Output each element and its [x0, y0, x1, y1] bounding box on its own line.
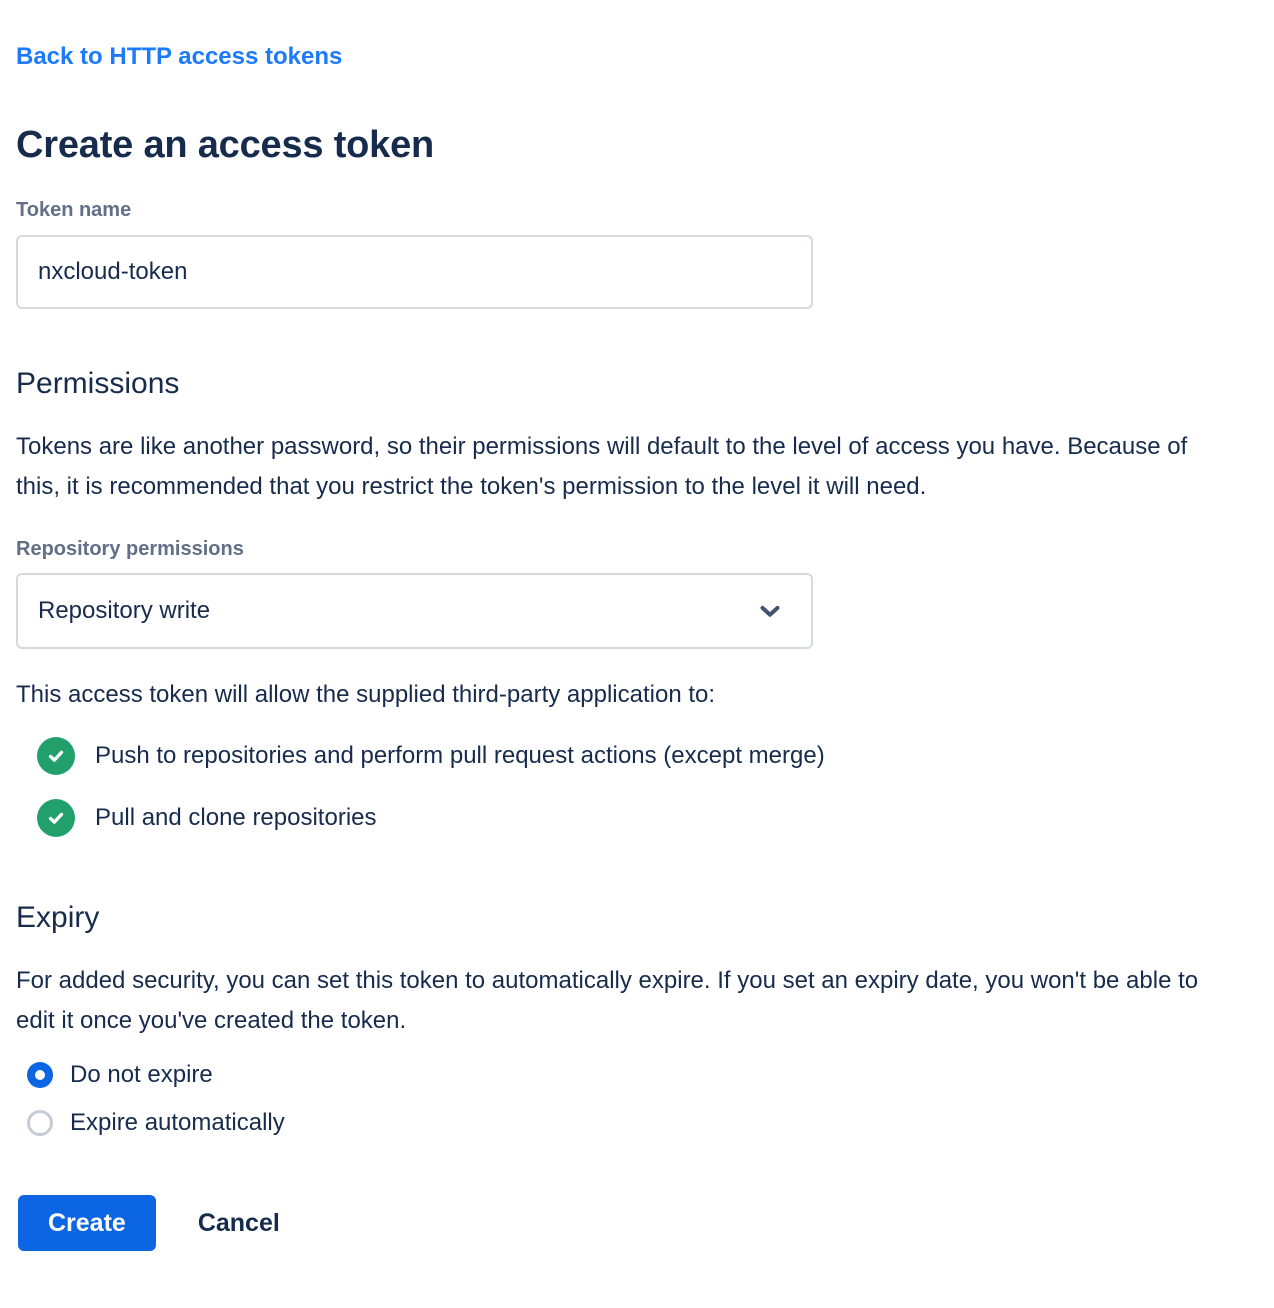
token-name-label: Token name [16, 199, 132, 221]
radio-unselected-icon[interactable] [27, 1110, 53, 1136]
allow-intro-text: This access token will allow the supplied third-party application to: [16, 681, 716, 708]
repository-permissions-select[interactable] [16, 573, 813, 649]
granted-permission-text: Push to repositories and perform pull request actions (except merge) [95, 742, 825, 769]
list-item [16, 799, 1258, 837]
radio-selected-icon[interactable] [27, 1062, 53, 1088]
repository-permissions-label: Repository permissions [16, 538, 244, 560]
cancel-button[interactable]: Cancel [197, 1208, 280, 1237]
form-actions [16, 1195, 1258, 1251]
page-title: Create an access token [16, 124, 435, 166]
expiry-description: For added security, you can set this token to automatically expire. If you set an expiry date, you won't be able to edit it once you've created the token. [16, 967, 1199, 1034]
radio-label: Expire automatically [70, 1109, 285, 1136]
permissions-heading: Permissions [16, 367, 180, 400]
chevron-down-icon [755, 596, 785, 626]
radio-option-do-not-expire[interactable] [16, 1059, 1258, 1091]
check-icon [37, 799, 75, 837]
expiry-heading: Expiry [16, 901, 100, 934]
expiry-radio-group [16, 1059, 1258, 1139]
radio-option-expire-automatically[interactable] [16, 1107, 1258, 1139]
permissions-description: Tokens are like another password, so their permissions will default to the level of access you have. Because of this, it is recommended that you restrict the token's permission to the level it will need. [16, 433, 1188, 500]
back-to-http-access-tokens-link[interactable]: Back to HTTP access tokens [16, 43, 343, 70]
radio-label: Do not expire [70, 1061, 213, 1088]
list-item [16, 737, 1258, 775]
create-button[interactable]: Create [18, 1195, 156, 1251]
granted-permissions-list [16, 737, 1258, 837]
check-icon [37, 737, 75, 775]
repository-permissions-selected-value: Repository write [38, 597, 211, 624]
granted-permission-text: Pull and clone repositories [95, 804, 377, 831]
token-name-input[interactable] [16, 235, 813, 309]
